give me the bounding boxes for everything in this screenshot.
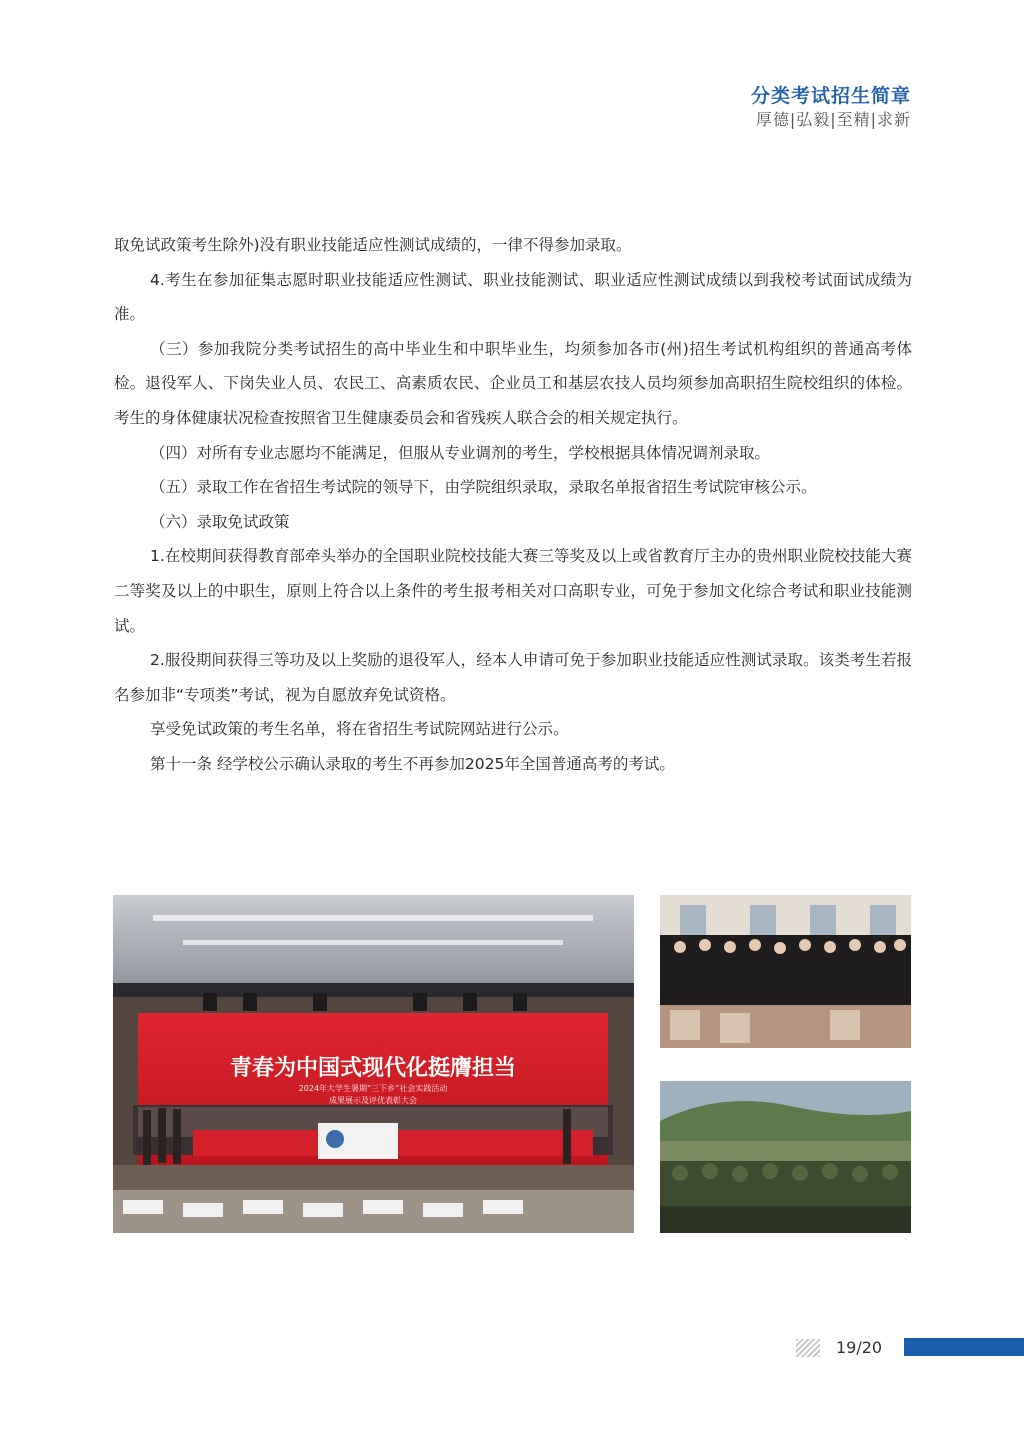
banner-subtitle-2: 成果展示及评优表彰大会: [329, 1096, 417, 1105]
banner-title: 青春为中国式现代化挺膺担当: [229, 1056, 517, 1081]
paragraph: （四）对所有专业志愿均不能满足，但服从专业调剂的考生，学校根据具体情况调剂录取。: [150, 443, 771, 462]
banner-subtitle-1: 2024年大学生暑期“三下乡”社会实践活动: [298, 1084, 448, 1093]
paragraph: 享受免试政策的考生名单，将在省招生考试院网站进行公示。: [150, 720, 569, 739]
assembly-photo-image: [660, 895, 911, 1048]
paragraph: 2.服役期间获得三等功及以上奖励的退役军人，经本人申请可免于参加职业技能适应性测试录取。该类考生若报名参加非“专项类”考试，视为自愿放弃免试资格。: [114, 651, 912, 704]
footer-stripe-decoration: [796, 1339, 820, 1357]
footer-accent-bar: [904, 1338, 1024, 1356]
page-header: [751, 84, 911, 131]
paragraph: 取免试政策考生除外)没有职业技能适应性测试成绩的，一律不得参加录取。: [114, 236, 632, 254]
military-training-photo: [660, 1081, 911, 1233]
ceremony-photo: [113, 895, 634, 1233]
paragraph: （六）录取免试政策: [150, 512, 290, 531]
page-number: 19/20: [836, 1338, 883, 1357]
assembly-photo: [660, 895, 911, 1048]
body-text: [114, 228, 912, 782]
header-title: 分类考试招生简章: [750, 85, 911, 107]
paragraph: （五）录取工作在省招生考试院的领导下，由学院组织录取，录取名单报省招生考试院审核公示。: [150, 478, 817, 497]
military-training-photo-image: [660, 1081, 911, 1233]
paragraph: 第十一条 经学校公示确认录取的考生不再参加2025年全国普通高考的考试。: [150, 754, 675, 773]
paragraph: （三）参加我院分类考试招生的高中毕业生和中职毕业生，均须参加各市(州)招生考试机构组织的普通高考体检。退役军人、下岗失业人员、农民工、高素质农民、企业员工和基层农技人员均须参加高职招生院校组织的体检。考生的身体健康状况检查按照省卫生健康委员会和省残疾人联合会的相关规定执行。: [114, 339, 912, 427]
paragraph: 4.考生在参加征集志愿时职业技能适应性测试、职业技能测试、职业适应性测试成绩以到我校考试面试成绩为准。: [114, 270, 912, 324]
header-motto: 厚德|弘毅|至精|求新: [755, 110, 911, 129]
paragraph: 1.在校期间获得教育部牵头举办的全国职业院校技能大赛三等奖及以上或省教育厅主办的贵州职业院校技能大赛二等奖及以上的中职生，原则上符合以上条件的考生报考相关对口高职专业，可免于参加文化综合考试和职业技能测试。: [114, 547, 912, 635]
ceremony-photo-image: [113, 895, 634, 1233]
